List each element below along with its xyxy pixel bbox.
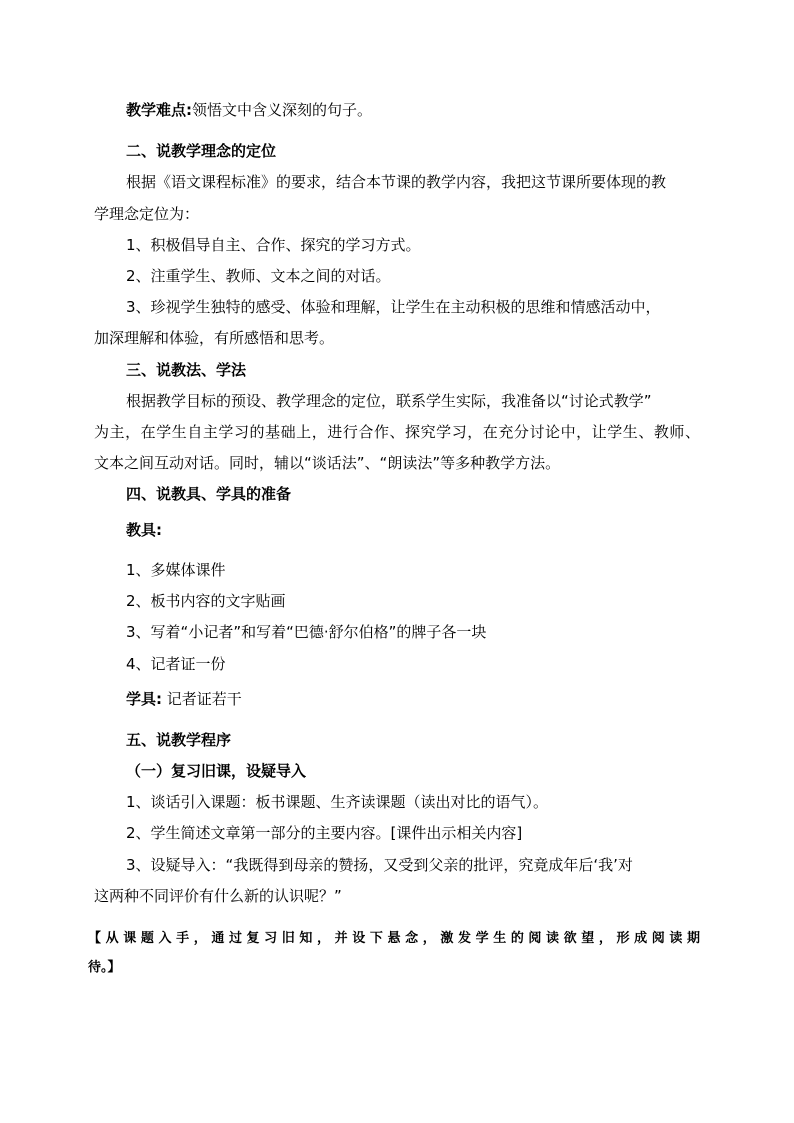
section3-heading: 三、说教法、学法 bbox=[126, 361, 247, 379]
tool-item4: 4、记者证一份 bbox=[126, 655, 226, 673]
section5-subheading1: （一）复习旧课，设疑导入 bbox=[126, 762, 307, 780]
section5-step3-line1: 3、设疑导入：“我既得到母亲的赞扬，又受到父亲的批评，究竟成年后‘我’对 bbox=[126, 856, 633, 874]
section5-step3-line2: 这两种不同评价有什么新的认识呢？” bbox=[94, 887, 342, 905]
section3-paragraph-line2: 为主，在学生自主学习的基础上，进行合作、探究学习，在充分讨论中，让学生、教师、 bbox=[94, 423, 700, 441]
student-tools-label: 学具: bbox=[126, 690, 162, 708]
design-comment-line1: 【从课题入手，通过复习旧知，并设下悬念，激发学生的阅读欲望，形成阅读期 bbox=[88, 931, 700, 946]
section3-paragraph-line1: 根据教学目标的预设、教学理念的定位，联系学生实际，我准备以“讨论式教学” bbox=[126, 392, 652, 410]
section2-paragraph-line2: 学理念定位为： bbox=[94, 205, 200, 223]
section2-heading: 二、说教学理念的定位 bbox=[126, 142, 277, 160]
section2-paragraph-line1: 根据《语文课程标准》的要求，结合本节课的教学内容，我把这节课所要体现的教 bbox=[126, 173, 667, 191]
design-comment-line2: 待。】 bbox=[88, 960, 121, 975]
section2-item1: 1、积极倡导自主、合作、探究的学习方式。 bbox=[126, 236, 421, 254]
section3-paragraph-line3: 文本之间互动对话。同时，辅以“谈话法”、“朗读法”等多种教学方法。 bbox=[94, 454, 561, 472]
teaching-difficulty-text: 领悟文中含义深刻的句子。 bbox=[192, 101, 373, 119]
section5-step2: 2、学生简述文章第一部分的主要内容。[课件出示相关内容] bbox=[126, 824, 523, 842]
teaching-difficulty-line bbox=[126, 100, 372, 120]
student-tools-line bbox=[126, 689, 242, 709]
tool-item1: 1、多媒体课件 bbox=[126, 561, 226, 579]
tool-item3: 3、写着“小记者”和写着“巴德·舒尔伯格”的牌子各一块 bbox=[126, 623, 487, 641]
section5-step1: 1、谈话引入课题：板书课题、生齐读课题（读出对比的语气）。 bbox=[126, 793, 549, 811]
section2-item3-line1: 3、珍视学生独特的感受、体验和理解，让学生在主动积极的思维和情感活动中， bbox=[126, 298, 661, 316]
section2-item2: 2、注重学生、教师、文本之间的对话。 bbox=[126, 267, 391, 285]
student-tools-text: 记者证若干 bbox=[166, 690, 242, 708]
section5-heading: 五、说教学程序 bbox=[126, 731, 232, 749]
tool-item2: 2、板书内容的文字贴画 bbox=[126, 592, 286, 610]
teacher-tools-label: 教具: bbox=[126, 521, 162, 539]
section4-heading: 四、说教具、学具的准备 bbox=[126, 485, 292, 503]
teaching-difficulty-label: 教学难点: bbox=[126, 101, 192, 119]
section2-item3-line2: 加深理解和体验，有所感悟和思考。 bbox=[94, 329, 335, 347]
